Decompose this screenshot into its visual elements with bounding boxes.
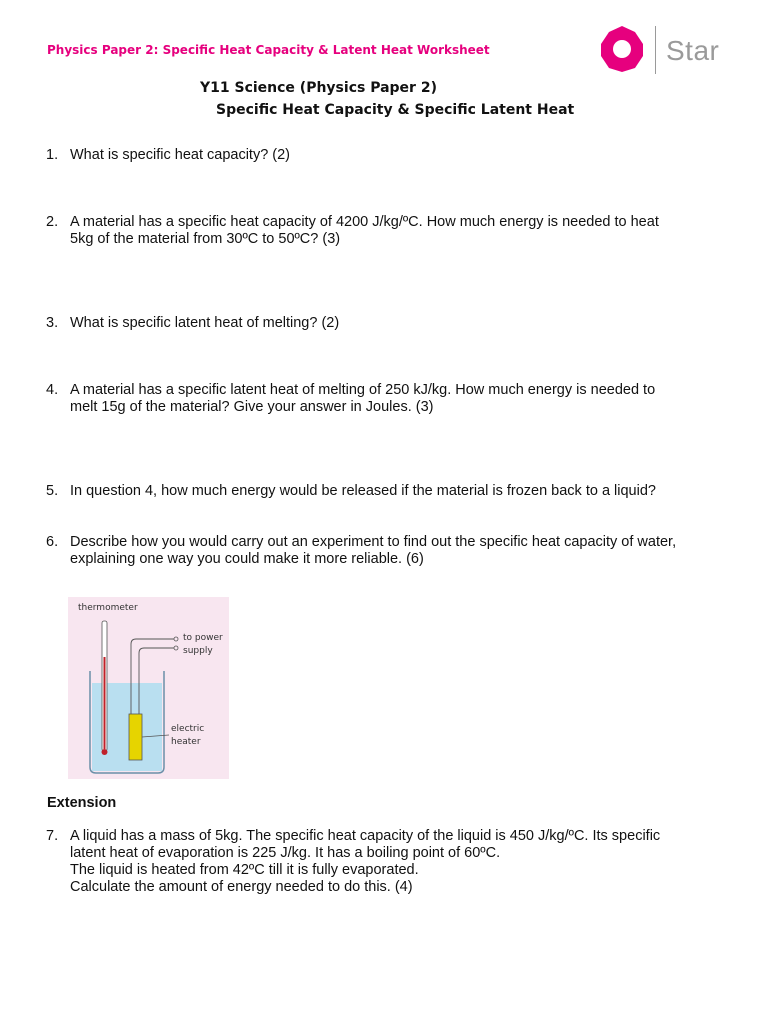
- question-text: What is specific heat capacity? (2): [70, 147, 291, 163]
- title-line-1: Y11 Science (Physics Paper 2): [200, 80, 437, 96]
- thermometer-bulb: [102, 749, 108, 755]
- question-4: [46, 382, 736, 416]
- question-text: A liquid has a mass of 5kg. The specific heat capacity of the liquid is 450 J/kg/ºC. Its specific latent heat of evaporation is 225 J/kg. It has a boiling point of 60ºC. The liquid is heated from 42ºC till it is fully evaporated. Calculate the amount of energy needed to do this. (4): [70, 828, 661, 895]
- question-5: [46, 483, 736, 500]
- star-logo-icon: [597, 24, 647, 74]
- extension-heading: Extension: [47, 795, 117, 811]
- running-title: Physics Paper 2: Specific Heat Capacity & Latent Heat Worksheet: [47, 43, 490, 57]
- question-2: [46, 214, 736, 248]
- question-number: 6.: [46, 534, 59, 550]
- power-label-1: to power: [183, 633, 223, 643]
- question-3: [46, 315, 736, 332]
- question-6: [46, 534, 736, 568]
- star-logo: [597, 24, 727, 76]
- page-title: [200, 77, 580, 121]
- title-line-2: Specific Heat Capacity & Specific Latent Heat: [216, 102, 575, 118]
- question-number: 1.: [46, 147, 59, 163]
- question-number: 5.: [46, 483, 59, 499]
- thermometer-label: thermometer: [78, 603, 138, 613]
- question-text: A material has a specific latent heat of melting of 250 kJ/kg. How much energy is needed to melt 15g of the material? Give your answer in Joules. (3): [70, 382, 656, 415]
- logo-text: Star: [666, 35, 720, 66]
- experiment-diagram: [68, 597, 229, 779]
- logo-divider: [655, 26, 656, 74]
- question-text: What is specific latent heat of melting? (2): [70, 315, 340, 331]
- heater-label-2: heater: [171, 737, 201, 747]
- question-1: [46, 147, 736, 164]
- power-label-2: supply: [183, 646, 213, 656]
- question-text: In question 4, how much energy would be released if the material is frozen back to a liquid?: [70, 483, 656, 499]
- question-text: Describe how you would carry out an experiment to find out the specific heat capacity of water, explaining one way you could make it more reliable. (6): [70, 534, 677, 567]
- question-number: 7.: [46, 828, 59, 844]
- electric-heater: [129, 714, 142, 760]
- question-text: A material has a specific heat capacity of 4200 J/kg/ºC. How much energy is needed to heat 5kg of the material from 30ºC to 50ºC? (3): [70, 214, 659, 247]
- thermometer-mercury: [104, 657, 106, 749]
- question-7: [46, 828, 736, 896]
- question-number: 3.: [46, 315, 59, 331]
- question-number: 2.: [46, 214, 59, 230]
- question-number: 4.: [46, 382, 59, 398]
- heater-label-1: electric: [171, 724, 205, 734]
